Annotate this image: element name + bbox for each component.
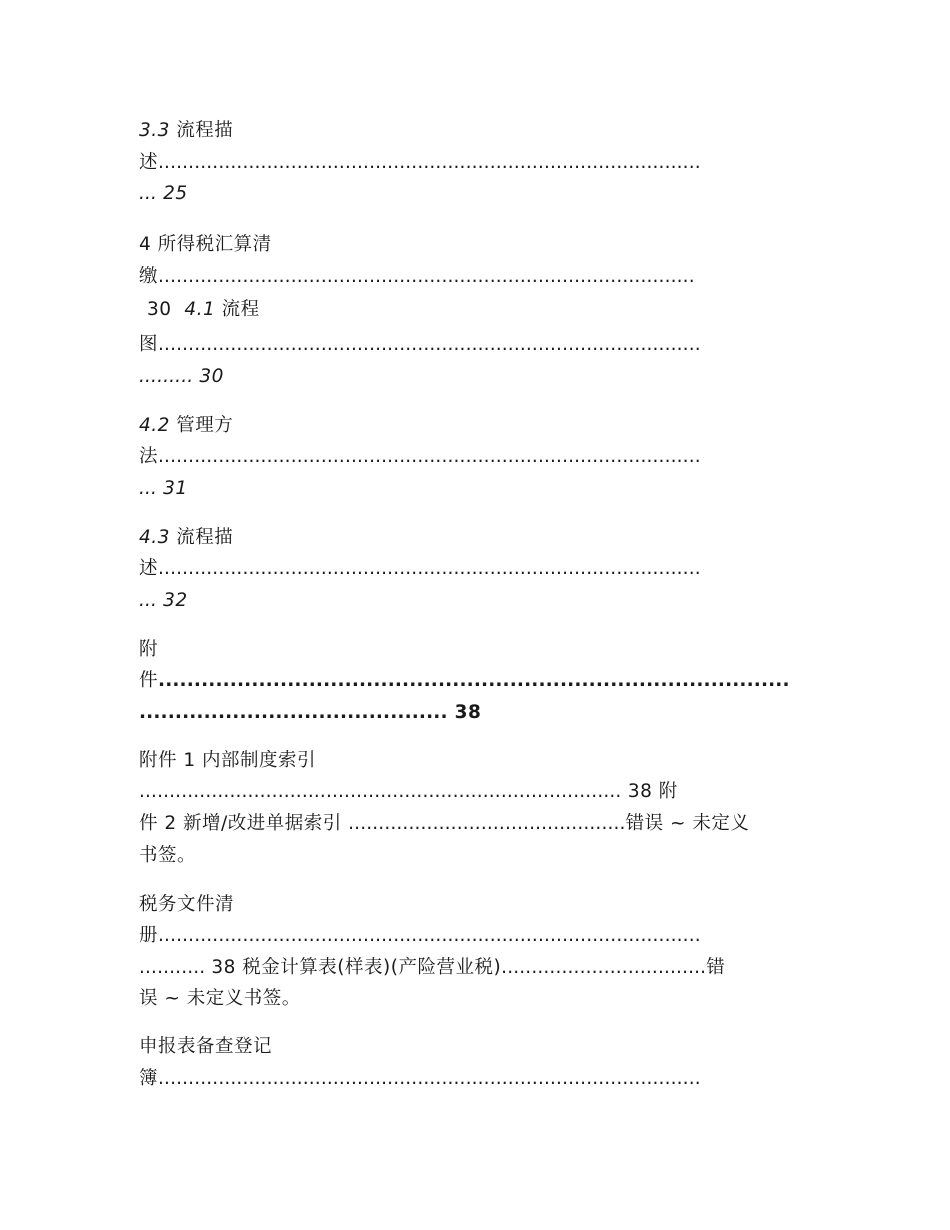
toc-entry-3-3-page — [139, 181, 188, 207]
leader-dots: ........... — [139, 957, 212, 978]
page-number: 31 — [163, 478, 188, 499]
section-title-end: 件 — [139, 670, 159, 691]
leader-dots: ... — [139, 183, 164, 204]
section-title: 管理方 — [169, 415, 234, 436]
leader-dots: .......................................................................................... — [158, 334, 701, 355]
toc-entry-4-2-title[interactable] — [139, 413, 233, 439]
section-title-end: 法 — [139, 446, 159, 467]
leader-dots: .......................................................................................... — [158, 446, 701, 467]
toc-entry-tax-calc-error — [139, 986, 301, 1012]
toc-entry-4-3-page — [139, 588, 188, 614]
leader-dots: ........................................................................................ — [158, 670, 790, 691]
leader-dots: .................................. — [501, 957, 707, 978]
page-number: 38 附 — [621, 781, 678, 802]
leader-dots: .............................................. — [348, 813, 626, 834]
section-title-end: 簿 — [139, 1068, 159, 1089]
leader-dots: .......................................................................................... — [158, 558, 701, 579]
section-title-end: 述 — [139, 558, 159, 579]
section-number: 4.2 — [139, 415, 170, 436]
leader-dots: ........................................... — [139, 702, 448, 723]
toc-entry-tax-files-title[interactable] — [139, 892, 234, 918]
toc-entry-4-3-title[interactable] — [139, 525, 233, 551]
leader-dots: .......................................................................................... — [158, 925, 701, 946]
toc-entry-3-3-leader — [139, 150, 701, 176]
page-number: 25 — [163, 183, 188, 204]
toc-entry-tax-calc[interactable] — [139, 955, 725, 981]
toc-entry-register-leader — [139, 1066, 701, 1092]
error-text-end: 书签。 — [139, 845, 197, 866]
section-title-end: 图 — [139, 334, 159, 355]
toc-entry-tax-files-leader — [139, 923, 701, 949]
toc-entry-4-3-leader — [139, 556, 701, 582]
toc-entry-4-1-page — [139, 364, 224, 390]
toc-entry-4-1-title[interactable] — [178, 299, 260, 320]
toc-entry-appendix-2[interactable] — [139, 811, 749, 837]
section-title: 4 所得税汇算清 — [139, 234, 272, 255]
toc-entry-4-title[interactable] — [139, 232, 272, 258]
page-number: 38 — [447, 702, 482, 723]
section-title: 件 2 新增/改进单据索引 — [139, 813, 349, 834]
leader-dots: ... — [139, 478, 164, 499]
section-title: 流程描 — [169, 120, 234, 141]
section-title: 附件 1 内部制度索引 — [139, 750, 317, 771]
section-number: 4.1 — [184, 299, 216, 320]
error-text-end: 误 ~ 未定义书签。 — [139, 988, 301, 1009]
leader-dots: ......................................................................................... — [158, 266, 695, 287]
toc-entry-appendix-leader — [139, 668, 790, 694]
toc-entry-appendix-2-error — [139, 843, 196, 869]
leader-dots: ... — [139, 590, 164, 611]
error-text: 错误 ~ 未定义 — [625, 813, 750, 834]
section-title-end: 册 — [139, 925, 159, 946]
leader-dots: ......... — [139, 366, 200, 387]
leader-dots: ................................................................................ — [139, 781, 622, 802]
section-number: 3.3 — [139, 120, 170, 141]
toc-entry-appendix-title[interactable] — [139, 637, 158, 663]
section-number: 4.3 — [139, 527, 170, 548]
page-number: 30 — [147, 299, 172, 320]
section-title: 申报表备查登记 — [139, 1036, 273, 1057]
toc-entry-3-3-title[interactable] — [139, 118, 233, 144]
leader-dots: .......................................................................................... — [158, 1068, 701, 1089]
toc-entry-appendix-1-title[interactable] — [139, 748, 316, 774]
toc-entry-4-1-leader — [139, 332, 701, 358]
section-title: 流程 — [215, 299, 260, 320]
page-number: 32 — [163, 590, 188, 611]
page-number: 38 税金计算表(样表)(产险营业税) — [211, 957, 502, 978]
section-title: 流程描 — [169, 527, 234, 548]
toc-entry-appendix-page — [139, 700, 481, 726]
toc-entry-4-leader — [139, 264, 695, 290]
error-text: 错 — [706, 957, 726, 978]
section-title-end: 述 — [139, 152, 159, 173]
toc-entry-register-title[interactable] — [139, 1034, 272, 1060]
section-title-end: 缴 — [139, 266, 159, 287]
section-title: 附 — [139, 639, 159, 660]
section-title: 税务文件清 — [139, 894, 235, 915]
leader-dots: .......................................................................................... — [158, 152, 701, 173]
toc-entry-4-page — [147, 297, 260, 323]
page-number: 30 — [199, 366, 224, 387]
toc-entry-4-2-leader — [139, 444, 701, 470]
toc-entry-appendix-1-leader — [139, 779, 678, 805]
toc-entry-4-2-page — [139, 476, 188, 502]
